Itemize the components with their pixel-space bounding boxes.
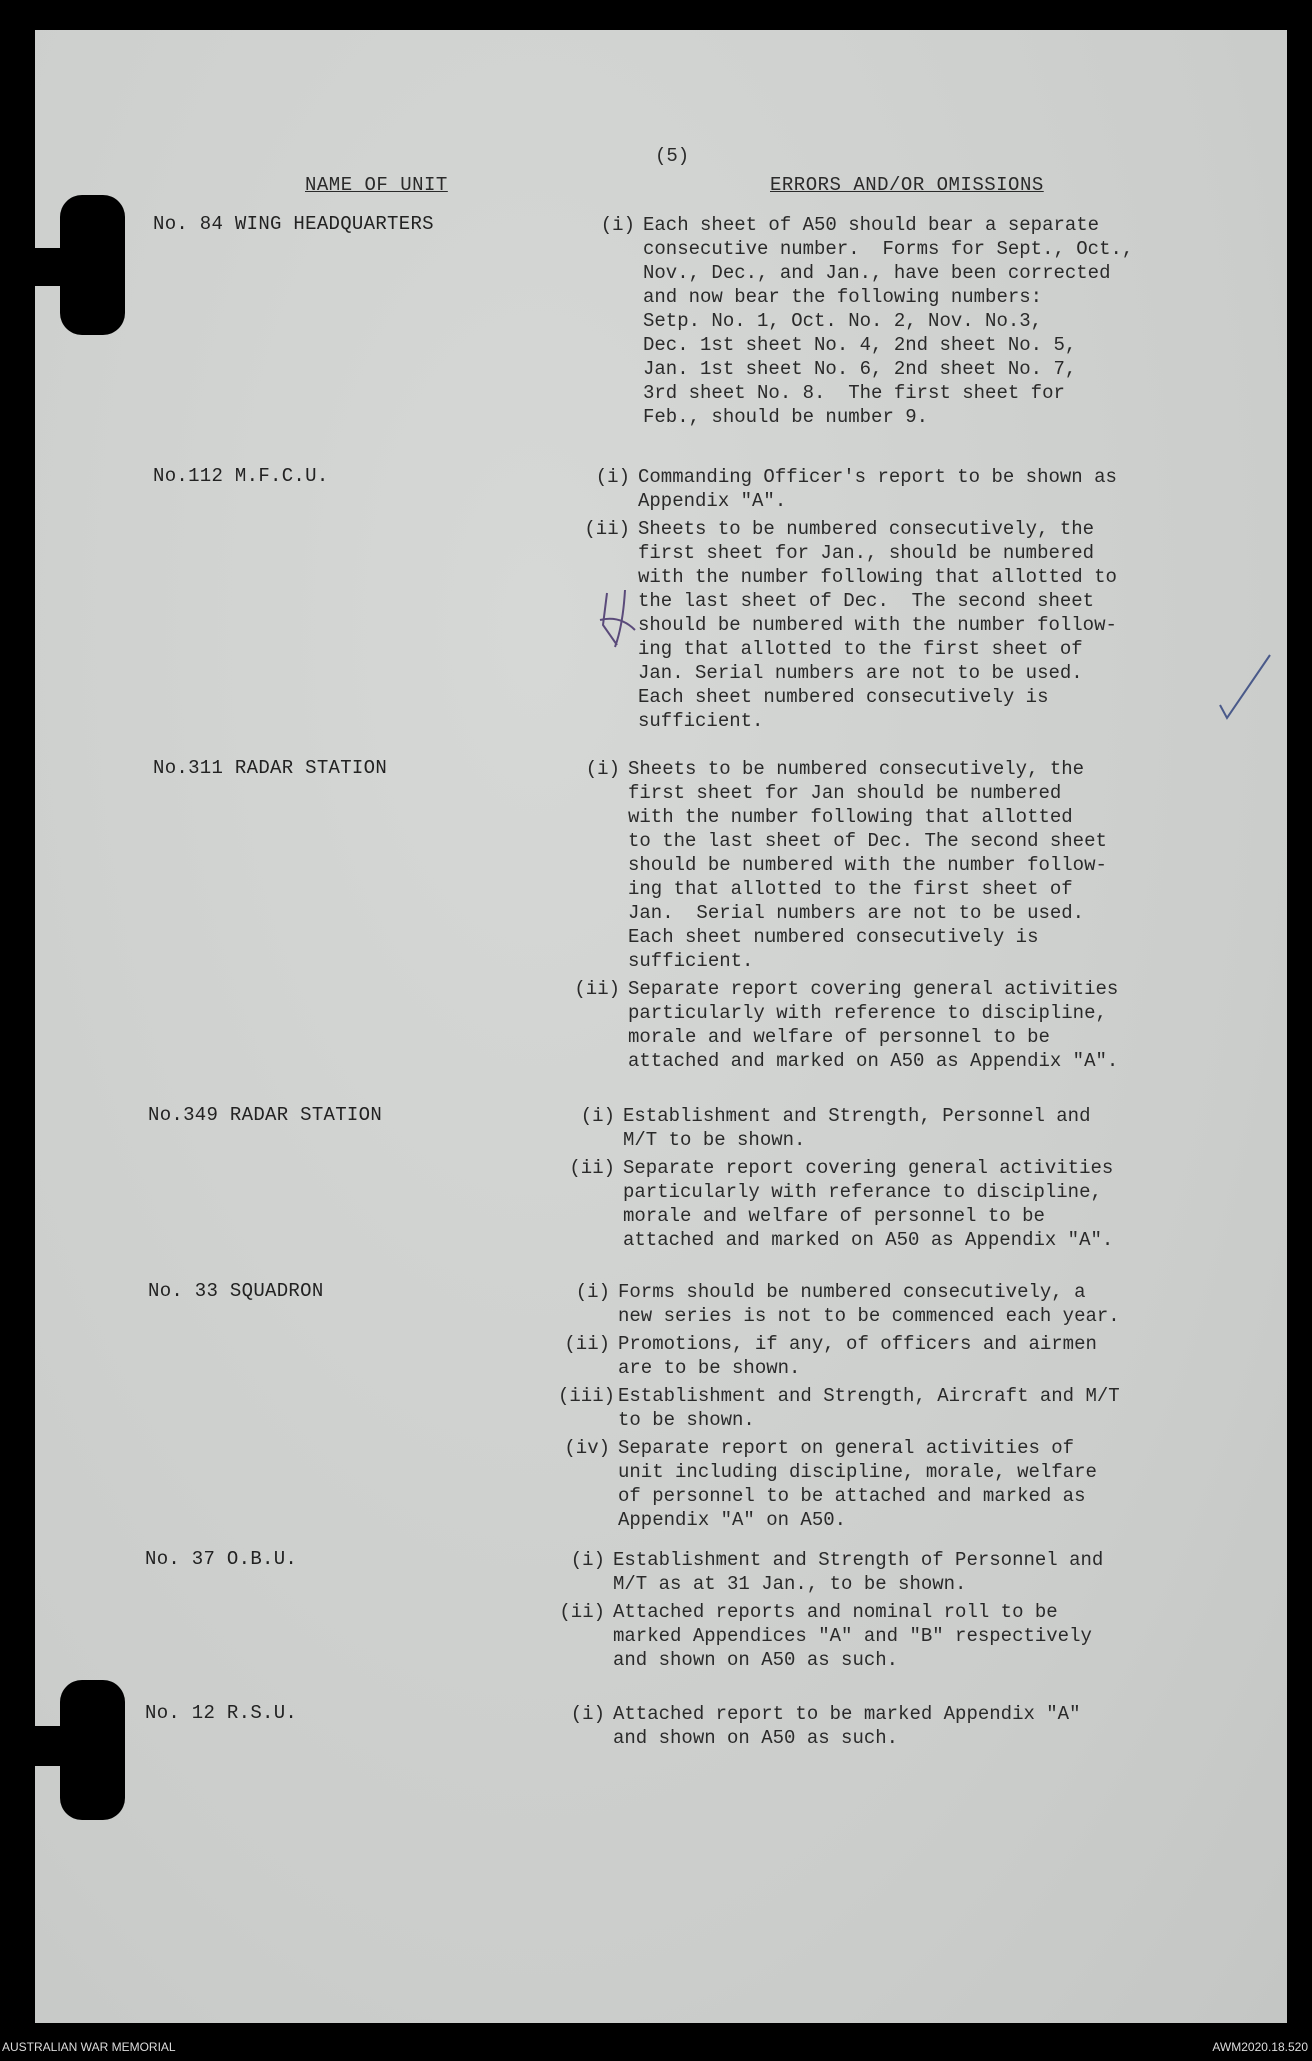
unit-name: No. 33 SQUADRON (148, 1280, 324, 1302)
item-number: (ii) (574, 978, 620, 1000)
error-item (558, 1384, 1120, 1432)
error-item (568, 757, 1107, 973)
item-text: Each sheet of A50 should bear a separate consecutive number. Forms for Sept., Oct., Nov., Dec., and Jan., have been corrected and now bear the following numbers: Setp. No. 1, Oct. No. 2, Nov. No.3, Dec. 1st sheet No. 4, 2nd sheet No. 5, Jan. 1st sheet No. 6, 2nd sheet No. 7, 3rd sheet No. 8. The first sheet for Feb., should be number 9. (643, 214, 1134, 428)
error-item (563, 1156, 1113, 1252)
item-number: (i) (570, 1703, 605, 1725)
error-item (553, 1600, 1092, 1672)
footer-institution: AUSTRALIAN WAR MEMORIAL (2, 2040, 176, 2054)
item-text: Commanding Officer's report to be shown as Appendix "A". (638, 466, 1117, 512)
errors-column-header: ERRORS AND/OR OMISSIONS (770, 174, 1044, 196)
binder-tab-top-arm (30, 248, 90, 286)
item-text: Establishment and Strength, Aircraft and M/T to be shown. (618, 1385, 1120, 1431)
handwritten-check-mark (1215, 650, 1275, 720)
unit-name: No.112 M.F.C.U. (153, 465, 329, 487)
unit-name: No.349 RADAR STATION (148, 1104, 383, 1126)
item-number: (iv) (564, 1437, 610, 1459)
error-item (553, 1548, 1103, 1596)
error-item (553, 1702, 1080, 1750)
error-item (583, 213, 1133, 429)
unit-name: No.311 RADAR STATION (153, 757, 388, 779)
item-text: Separate report covering general activities particularly with referance to discipline, morale and welfare of personnel to be attached and marked on A50 as Appendix "A". (623, 1157, 1114, 1251)
item-text: Forms should be numbered consecutively, a new series is not to be commenced each year. (618, 1281, 1120, 1327)
item-number: (ii) (569, 1157, 615, 1179)
error-item (578, 465, 1117, 513)
item-text: Sheets to be numbered consecutively, the first sheet for Jan should be numbered with the number following that allotted to the last sheet of Dec. The second sheet should be numbered with the number follow- ing that allotted to the first sheet of Jan. Serial numbers are not to be used. Each sheet numbered consecutively is sufficient. (628, 758, 1107, 972)
item-number: (ii) (584, 518, 630, 540)
item-text: Sheets to be numbered consecutively, the first sheet for Jan., should be numbered with the number following that allotted to the last sheet of Dec. The second sheet should be numbered with the number follow- ing that allotted to the first sheet of Jan. Serial numbers are not to be used. Each sheet numbered consecutively is sufficient. (638, 518, 1117, 732)
error-item (558, 1280, 1120, 1328)
unit-column-header: NAME OF UNIT (305, 174, 448, 196)
item-text: Attached reports and nominal roll to be marked Appendices "A" and "B" respectively and shown on A50 as such. (613, 1601, 1092, 1671)
item-text: Establishment and Strength, Personnel and M/T to be shown. (623, 1105, 1091, 1151)
item-number: (i) (575, 1281, 610, 1303)
item-text: Establishment and Strength of Personnel and M/T as at 31 Jan., to be shown. (613, 1549, 1104, 1595)
item-number: (i) (580, 1105, 615, 1127)
item-number: (i) (595, 466, 630, 488)
error-item (568, 977, 1118, 1073)
item-number: (ii) (564, 1333, 610, 1355)
item-number: (i) (570, 1549, 605, 1571)
error-item (558, 1436, 1097, 1532)
item-text: Attached report to be marked Appendix "A" and shown on A50 as such. (613, 1703, 1081, 1749)
unit-name: No. 12 R.S.U. (145, 1702, 298, 1724)
item-number: (ii) (559, 1601, 605, 1623)
item-text: Separate report on general activities of unit including discipline, morale, welfare of personnel to be attached and marked as Appendix "A" on A50. (618, 1437, 1097, 1531)
unit-name: No. 37 O.B.U. (145, 1548, 298, 1570)
item-number: (i) (600, 214, 635, 236)
item-text: Promotions, if any, of officers and airmen are to be shown. (618, 1333, 1097, 1379)
item-text: Separate report covering general activities particularly with reference to discipline, morale and welfare of personnel to be attached and marked on A50 as Appendix "A". (628, 978, 1119, 1072)
item-number: (i) (585, 758, 620, 780)
error-item (578, 517, 1117, 733)
handwritten-initial-mark (595, 585, 645, 655)
page-number: (5) (655, 145, 690, 167)
footer-accession-number: AWM2020.18.520 (1212, 2040, 1308, 2054)
unit-name: No. 84 WING HEADQUARTERS (153, 213, 434, 235)
item-number: (iii) (558, 1385, 616, 1407)
binder-tab-bottom-arm (30, 1726, 90, 1766)
error-item (558, 1332, 1097, 1380)
error-item (563, 1104, 1090, 1152)
